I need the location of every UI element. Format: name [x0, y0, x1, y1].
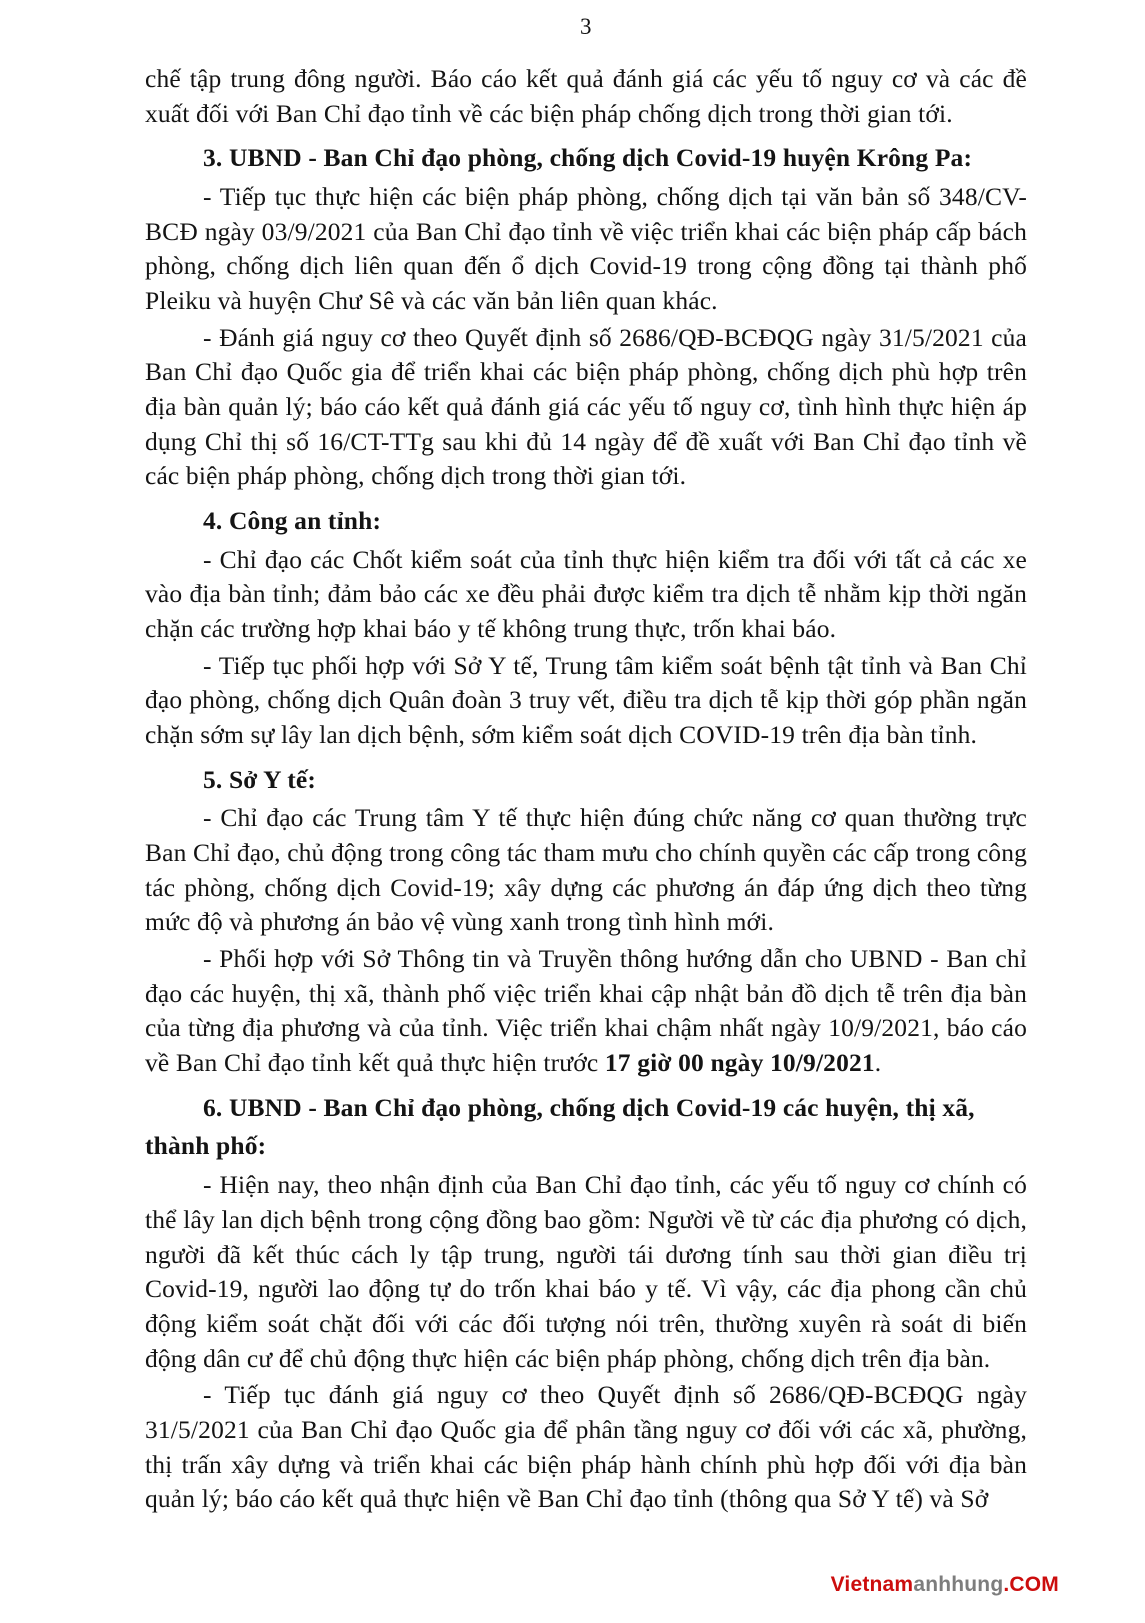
watermark-part-2: anhhung — [913, 1573, 1004, 1596]
deadline-emphasis: 17 giờ 00 ngày 10/9/2021 — [604, 1048, 875, 1078]
watermark — [831, 1573, 1059, 1597]
paragraph-5-1: - Chỉ đạo các Trung tâm Y tế thực hiện đúng chức năng cơ quan thường trực Ban Chỉ đạo, chủ động trong công tác tham mưu cho chính quyền các cấp trong công tác phòng, chống dịch Covid-19; xây dựng các phương án đáp ứng dịch theo từng mức độ và phương án bảo vệ vùng xanh trong tình hình mới. — [145, 803, 1027, 937]
paragraph-continuation: chế tập trung đông người. Báo cáo kết quả đánh giá các yếu tố nguy cơ và các đề xuất đối với Ban Chỉ đạo tỉnh về các biện pháp chống dịch trong thời gian tới. — [145, 64, 1027, 128]
section-heading-3: 3. UBND - Ban Chỉ đạo phòng, chống dịch Covid-19 huyện Krông Pa: — [203, 143, 973, 173]
watermark-part-3: .COM — [1003, 1573, 1059, 1596]
paragraph-4-1: - Chỉ đạo các Chốt kiểm soát của tỉnh thực hiện kiểm tra đối với tất cả các xe vào địa bàn tỉnh; đảm bảo các xe đều phải được kiểm tra dịch tễ nhằm kịp thời ngăn chặn các trường hợp khai báo y tế không trung thực, trốn khai báo. — [145, 544, 1027, 644]
paragraph-3-1: - Tiếp tục thực hiện các biện pháp phòng, chống dịch tại văn bản số 348/CV-BCĐ ngày 03/9/2021 của Ban Chỉ đạo tỉnh về việc triển khai các biện pháp cấp bách phòng, chống dịch liên quan đến ổ dịch Covid-19 trong cộng đồng tại thành phố Pleiku và huyện Chư Sê và các văn bản liên quan khác. — [145, 182, 1027, 316]
page-number: 3 — [580, 14, 592, 39]
paragraph-6-1: - Hiện nay, theo nhận định của Ban Chỉ đạo tỉnh, các yếu tố nguy cơ chính có thể lây lan dịch bệnh trong cộng đồng bao gồm: Người về từ các địa phương có dịch, người đã kết thúc cách ly tập trung, người tái dương tính sau thời gian điều trị Covid-19, người lao động tự do trốn khai báo y tế. Vì vậy, các địa phong cần chủ động kiểm soát chặt đối với các đối tượng nói trên, thường xuyên rà soát di biến động dân cư để chủ động thực hiện các biện pháp phòng, chống dịch trên địa bàn. — [145, 1170, 1027, 1373]
paragraph-5-2 — [145, 942, 1027, 1081]
watermark-part-1: Vietnam — [830, 1573, 914, 1596]
section-heading-6-line1: 6. UBND - Ban Chỉ đạo phòng, chống dịch Covid-19 các huyện, thị xã, — [203, 1092, 975, 1122]
paragraph-5-2-text-before: - Phối hợp với Sở Thông tin và Truyền thông hướng dẫn cho UBND - Ban chỉ đạo các huyện, thị xã, thành phố việc triển khai cập nhật bản đồ dịch tễ trên địa bàn của từng địa phương và của tỉnh. Việc triển khai chậm nhất ngày 10/9/2021, báo cáo về Ban Chỉ đạo tỉnh kết quả thực hiện trước — [145, 944, 1027, 1078]
section-heading-4: 4. Công an tỉnh: — [203, 506, 382, 536]
paragraph-6-2: - Tiếp tục đánh giá nguy cơ theo Quyết định số 2686/QĐ-BCĐQG ngày 31/5/2021 của Ban Chỉ đạo Quốc gia để phân tầng nguy cơ đối với các xã, phường, thị trấn xây dựng và triển khai các biện pháp hành chính phù hợp đối với địa bàn quản lý; báo cáo kết quả thực hiện về Ban Chỉ đạo tỉnh (thông qua Sở Y tế) và Sở — [145, 1380, 1027, 1514]
paragraph-3-2: - Đánh giá nguy cơ theo Quyết định số 2686/QĐ-BCĐQG ngày 31/5/2021 của Ban Chỉ đạo Quốc gia để triển khai các biện pháp phòng, chống dịch phù hợp trên địa bàn quản lý; báo cáo kết quả đánh giá các yếu tố nguy cơ, tình hình thực hiện áp dụng Chỉ thị số 16/CT-TTg sau khi đủ 14 ngày để đề xuất với Ban Chỉ đạo tỉnh về các biện pháp phòng, chống dịch trong thời gian tới. — [145, 322, 1027, 491]
paragraph-4-2: - Tiếp tục phối hợp với Sở Y tế, Trung tâm kiểm soát bệnh tật tỉnh và Ban Chỉ đạo phòng, chống dịch Quân đoàn 3 truy vết, điều tra dịch tễ kịp thời góp phần ngăn chặn sớm sự lây lan dịch bệnh, sớm kiểm soát dịch COVID-19 trên địa bàn tỉnh. — [145, 650, 1027, 750]
paragraph-5-2-text-after: . — [874, 1048, 882, 1078]
section-heading-6-line2: thành phố: — [145, 1131, 267, 1161]
section-heading-5: 5. Sở Y tế: — [203, 764, 317, 794]
document-body — [145, 62, 1027, 1517]
